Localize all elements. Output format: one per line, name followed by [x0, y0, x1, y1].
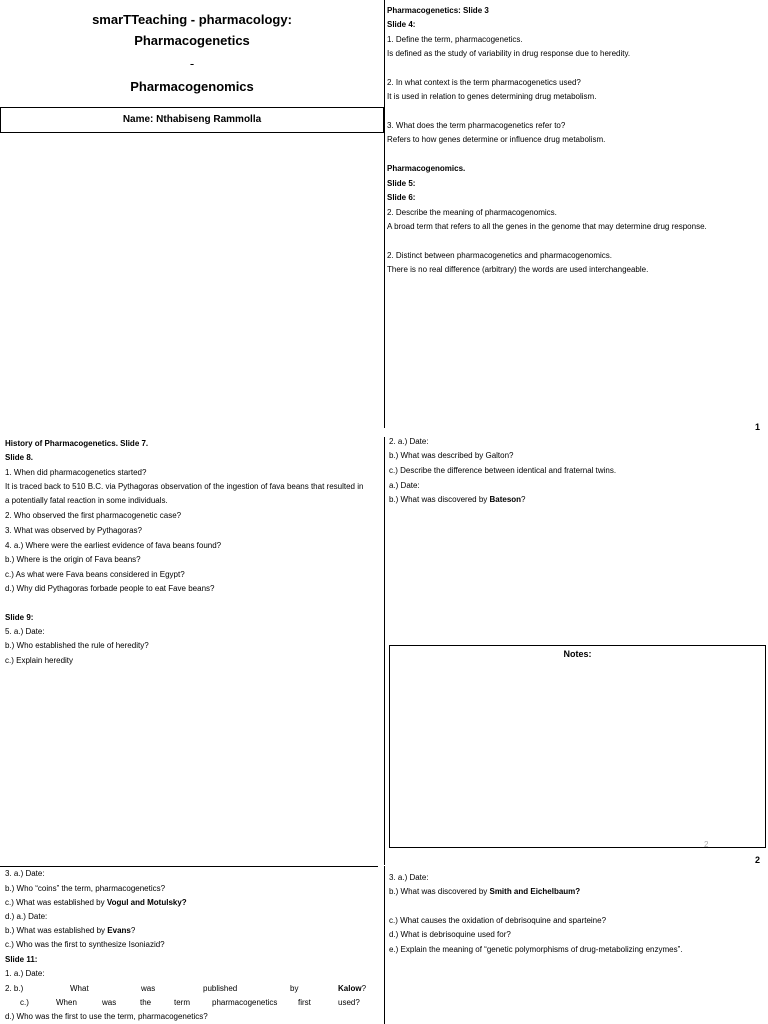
- p2left-line: b.) Who established the rule of heredity?: [5, 641, 149, 650]
- p3-left-line4: d.) a.) Date:: [5, 912, 48, 921]
- p3-left-line10-d: the: [140, 998, 152, 1007]
- p3-left-line3-text: c.) What was established by: [5, 898, 107, 907]
- p2left-line: 2. Who observed the first pharmacogenetic case?: [5, 511, 182, 520]
- page1-divider: [384, 0, 385, 428]
- p3-right-line3: c.) What causes the oxidation of debrisoquine and sparteine?: [389, 916, 607, 925]
- p2-right-line5-text: b.) What was discovered by: [389, 495, 490, 504]
- p2-right-line5: [389, 495, 526, 505]
- p2left-line: 3. What was observed by Pythagoras?: [5, 526, 142, 535]
- p2left-line: c.) Explain heredity: [5, 656, 74, 665]
- p1right-line: 2. In what context is the term pharmacogenetics used?: [387, 78, 581, 87]
- p3-slide-11-heading: Slide 11:: [5, 955, 38, 964]
- doc-title-dash: -: [189, 56, 195, 71]
- p1right-line: Pharmacogenetics: Slide 3: [387, 6, 489, 15]
- p1right-line: Refers to how genes determine or influence drug metabolism.: [387, 135, 606, 144]
- p3-left-line9-kalow: [338, 984, 366, 994]
- p2left-line: It is traced back to 510 B.C. via Pythagoras observation of the ingestion of fava beans that resulted in: [5, 482, 364, 491]
- p3-left-line10-b: When: [56, 998, 77, 1007]
- p3-right-line2: [389, 887, 580, 897]
- p2left-line: a potentially fatal reaction in some individuals.: [5, 496, 168, 505]
- p3-left-line10-g: first: [298, 998, 311, 1007]
- p2left-line: Slide 8.: [5, 453, 34, 462]
- p3-left-line5: [5, 926, 135, 936]
- p1right-line: 2. Distinct between pharmacogenetics and pharmacogenomics.: [387, 251, 613, 260]
- p1right-line: Is defined as the study of variability in drug response due to heredity.: [387, 49, 631, 58]
- student-name: Name: Nthabiseng Rammolla: [122, 114, 262, 125]
- p3-left-line5-text: b.) What was established by: [5, 926, 108, 935]
- name-box: [0, 107, 384, 133]
- p3-left-line10-a: c.): [20, 998, 29, 1007]
- page-number-2: 2: [755, 855, 761, 865]
- p1right-line: Slide 6:: [387, 193, 416, 202]
- p1right-line: Slide 4:: [387, 20, 416, 29]
- p1right-line: A broad term that refers to all the genes in the genome that may determine drug response.: [387, 222, 707, 231]
- p3-right-line2-text: b.) What was discovered by: [389, 887, 490, 896]
- p3-left-line10-e: term: [174, 998, 190, 1007]
- p2-right-line1: 2. a.) Date:: [389, 437, 429, 446]
- p2left-line: History of Pharmacogenetics. Slide 7.: [5, 439, 149, 448]
- p2left-line: d.) Why did Pythagoras forbade people to eat Fave beans?: [5, 584, 215, 593]
- p3-left-line9-a: 2. b.): [5, 984, 24, 993]
- kalow-name: Kalow: [338, 984, 362, 993]
- evans-name: Evans: [107, 926, 131, 935]
- p3-left-line11: d.) Who was the first to use the term, pharmacogenetics?: [5, 1012, 208, 1021]
- p3-left-line9-b: What: [70, 984, 89, 993]
- doc-title-line2: Pharmacogenetics: [134, 33, 250, 48]
- p3-left-line10-c: was: [102, 998, 117, 1007]
- p3-left-line5-end: ?: [130, 926, 136, 935]
- p2left-line: 5. a.) Date:: [5, 627, 45, 636]
- p1right-line: It is used in relation to genes determining drug metabolism.: [387, 92, 597, 101]
- notes-box: [389, 645, 766, 848]
- doc-title-line3: Pharmacogenomics: [130, 79, 254, 94]
- p1right-line: 3. What does the term pharmacogenetics refer to?: [387, 121, 566, 130]
- p3-left-line1: 3. a.) Date:: [5, 869, 45, 878]
- page3-top-rule: [0, 866, 378, 867]
- p1right-line: 2. Describe the meaning of pharmacogenomics.: [387, 208, 557, 217]
- p3-left-line3: [5, 898, 187, 908]
- p2left-line: 4. a.) Where were the earliest evidence of fava beans found?: [5, 541, 222, 550]
- p3-right-line1: 3. a.) Date:: [389, 873, 429, 882]
- p3-left-line10-h: used?: [338, 998, 360, 1007]
- p1right-line: Slide 5:: [387, 179, 416, 188]
- p2left-line: Slide 9:: [5, 613, 34, 622]
- p3-right-line4: d.) What is debrisoquine used for?: [389, 930, 511, 939]
- p3-right-line5: e.) Explain the meaning of “genetic polymorphisms of drug-metabolizing enzymes”.: [389, 945, 683, 954]
- bateson-name: Bateson: [489, 495, 522, 504]
- p1right-line: Pharmacogenomics.: [387, 164, 466, 173]
- doc-title-line1: smarTTeaching - pharmacology:: [92, 12, 292, 27]
- page2-divider: [384, 437, 385, 865]
- p3-left-line9-d: published: [203, 984, 238, 993]
- p3-left-line9-c: was: [141, 984, 156, 993]
- page-number-1: 1: [755, 422, 761, 432]
- p3-left-line9-e: by: [290, 984, 299, 993]
- p2left-line: b.) Where is the origin of Fava beans?: [5, 555, 141, 564]
- p2left-line: c.) As what were Fava beans considered in Egypt?: [5, 570, 185, 579]
- p2-right-line2: b.) What was described by Galton?: [389, 451, 514, 460]
- faint-page-number: 2: [704, 840, 709, 849]
- p3-left-line10-f: pharmacogenetics: [212, 998, 278, 1007]
- p3-left-line2: b.) Who “coins” the term, pharmacogenetics?: [5, 884, 166, 893]
- p1right-line: 1. Define the term, pharmacogenetics.: [387, 35, 523, 44]
- p3-left-line8: 1. a.) Date:: [5, 969, 45, 978]
- p3-left-line6: c.) Who was the first to synthesize Isoniazid?: [5, 940, 165, 949]
- vogul-motulsky-name: Vogul and Motulsky?: [106, 898, 187, 907]
- notes-label: Notes:: [563, 649, 592, 659]
- p2-right-line4: a.) Date:: [389, 481, 420, 490]
- page3-divider: [384, 866, 385, 1024]
- p3-left-line9-end: ?: [361, 984, 367, 993]
- smith-eichelbaum-name: Smith and Eichelbaum?: [489, 887, 581, 896]
- p2left-line: 1. When did pharmacogenetics started?: [5, 468, 147, 477]
- p1right-line: There is no real difference (arbitrary) the words are used interchangeable.: [387, 265, 649, 274]
- p2-right-line5-end: ?: [521, 495, 526, 504]
- p2-right-line3: c.) Describe the difference between identical and fraternal twins.: [389, 466, 617, 475]
